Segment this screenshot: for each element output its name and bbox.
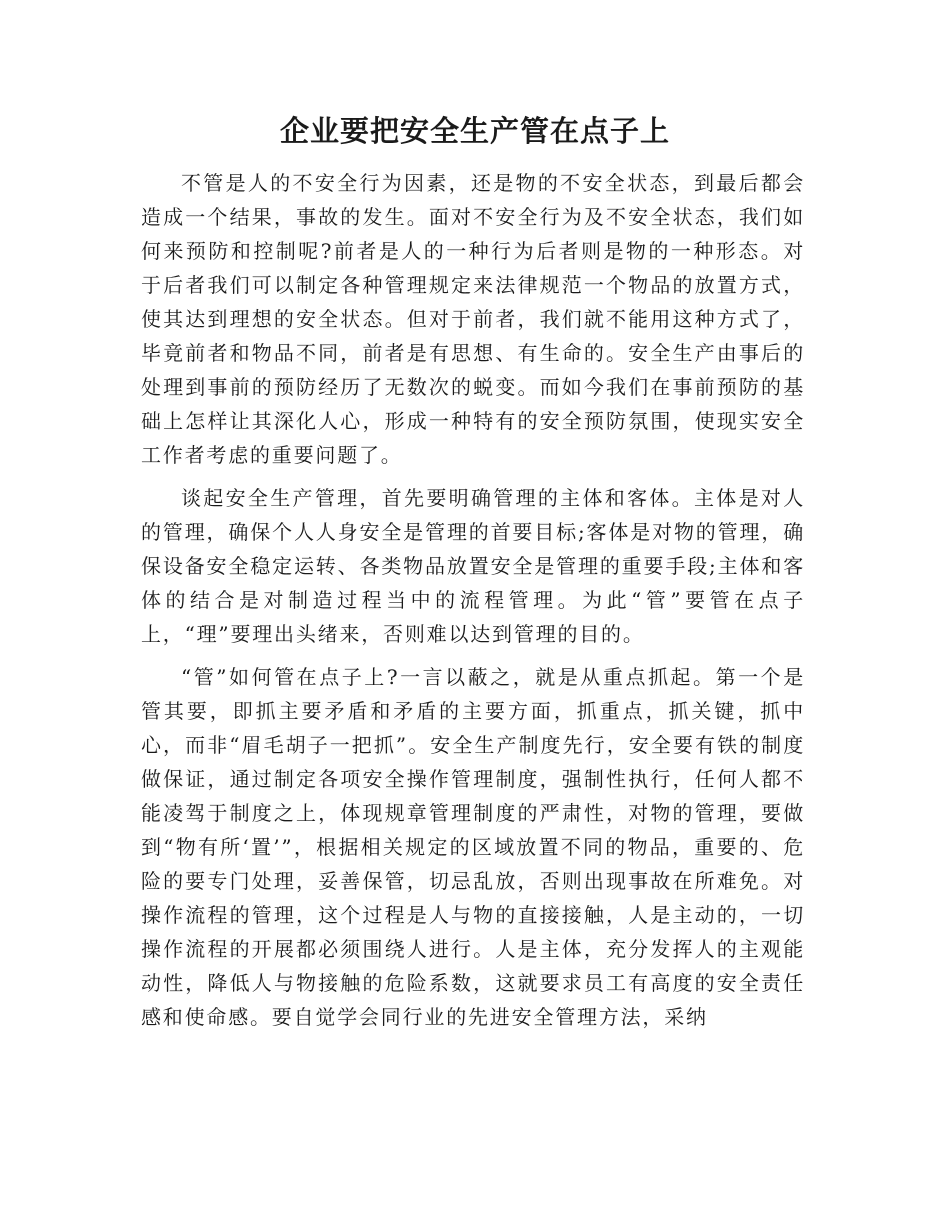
paragraph-3: “管”如何管在点子上?一言以蔽之，就是从重点抓起。第一个是管其要，即抓主要矛盾和矛盾的主要方面，抓重点，抓关键，抓中心，而非“眉毛胡子一把抓”。安全生产制度先行，安全要有铁的制度做保证，通过制定各项安全操作管理制度，强制性执行，任何人都不能凌驾于制度之上，体现规章管理制度的严肃性，对物的管理，要做到“物有所‘置’”，根据相关规定的区域放置不同的物品，重要的、危险的要专门处理，妥善保管，切忌乱放，否则出现事故在所难免。对操作流程的管理，这个过程是人与物的直接接触，人是主动的，一切操作流程的开展都必须围绕人进行。人是主体，充分发挥人的主观能动性，降低人与物接触的危险系数，这就要求员工有高度的安全责任感和使命感。要自觉学会同行业的先进安全管理方法，采纳 [141, 665, 805, 1029]
document-title: 企业要把安全生产管在点子上 [279, 114, 670, 148]
paragraph-1: 不管是人的不安全行为因素，还是物的不安全状态，到最后都会造成一个结果，事故的发生。面对不安全行为及不安全状态，我们如何来预防和控制呢?前者是人的一种行为后者则是物的一种形态。对于后者我们可以制定各种管理规定来法律规范一个物品的放置方式，使其达到理想的安全状态。但对于前者，我们就不能用这种方式了，毕竟前者和物品不同，前者是有思想、有生命的。安全生产由事后的处理到事前的预防经历了无数次的蜕变。而如今我们在事前预防的基础上怎样让其深化人心，形成一种特有的安全预防氛围，使现实安全工作者考虑的重要问题了。 [141, 171, 805, 467]
document-body [141, 166, 805, 1043]
paragraph-2: 谈起安全生产管理，首先要明确管理的主体和客体。主体是对人的管理，确保个人人身安全是管理的首要目标;客体是对物的管理，确保设备安全稳定运转、各类物品放置安全是管理的重要手段;主体和客体的结合是对制造过程当中的流程管理。为此“管”要管在点子上，“理”要理出头绪来，否则难以达到管理的目的。 [141, 486, 805, 646]
